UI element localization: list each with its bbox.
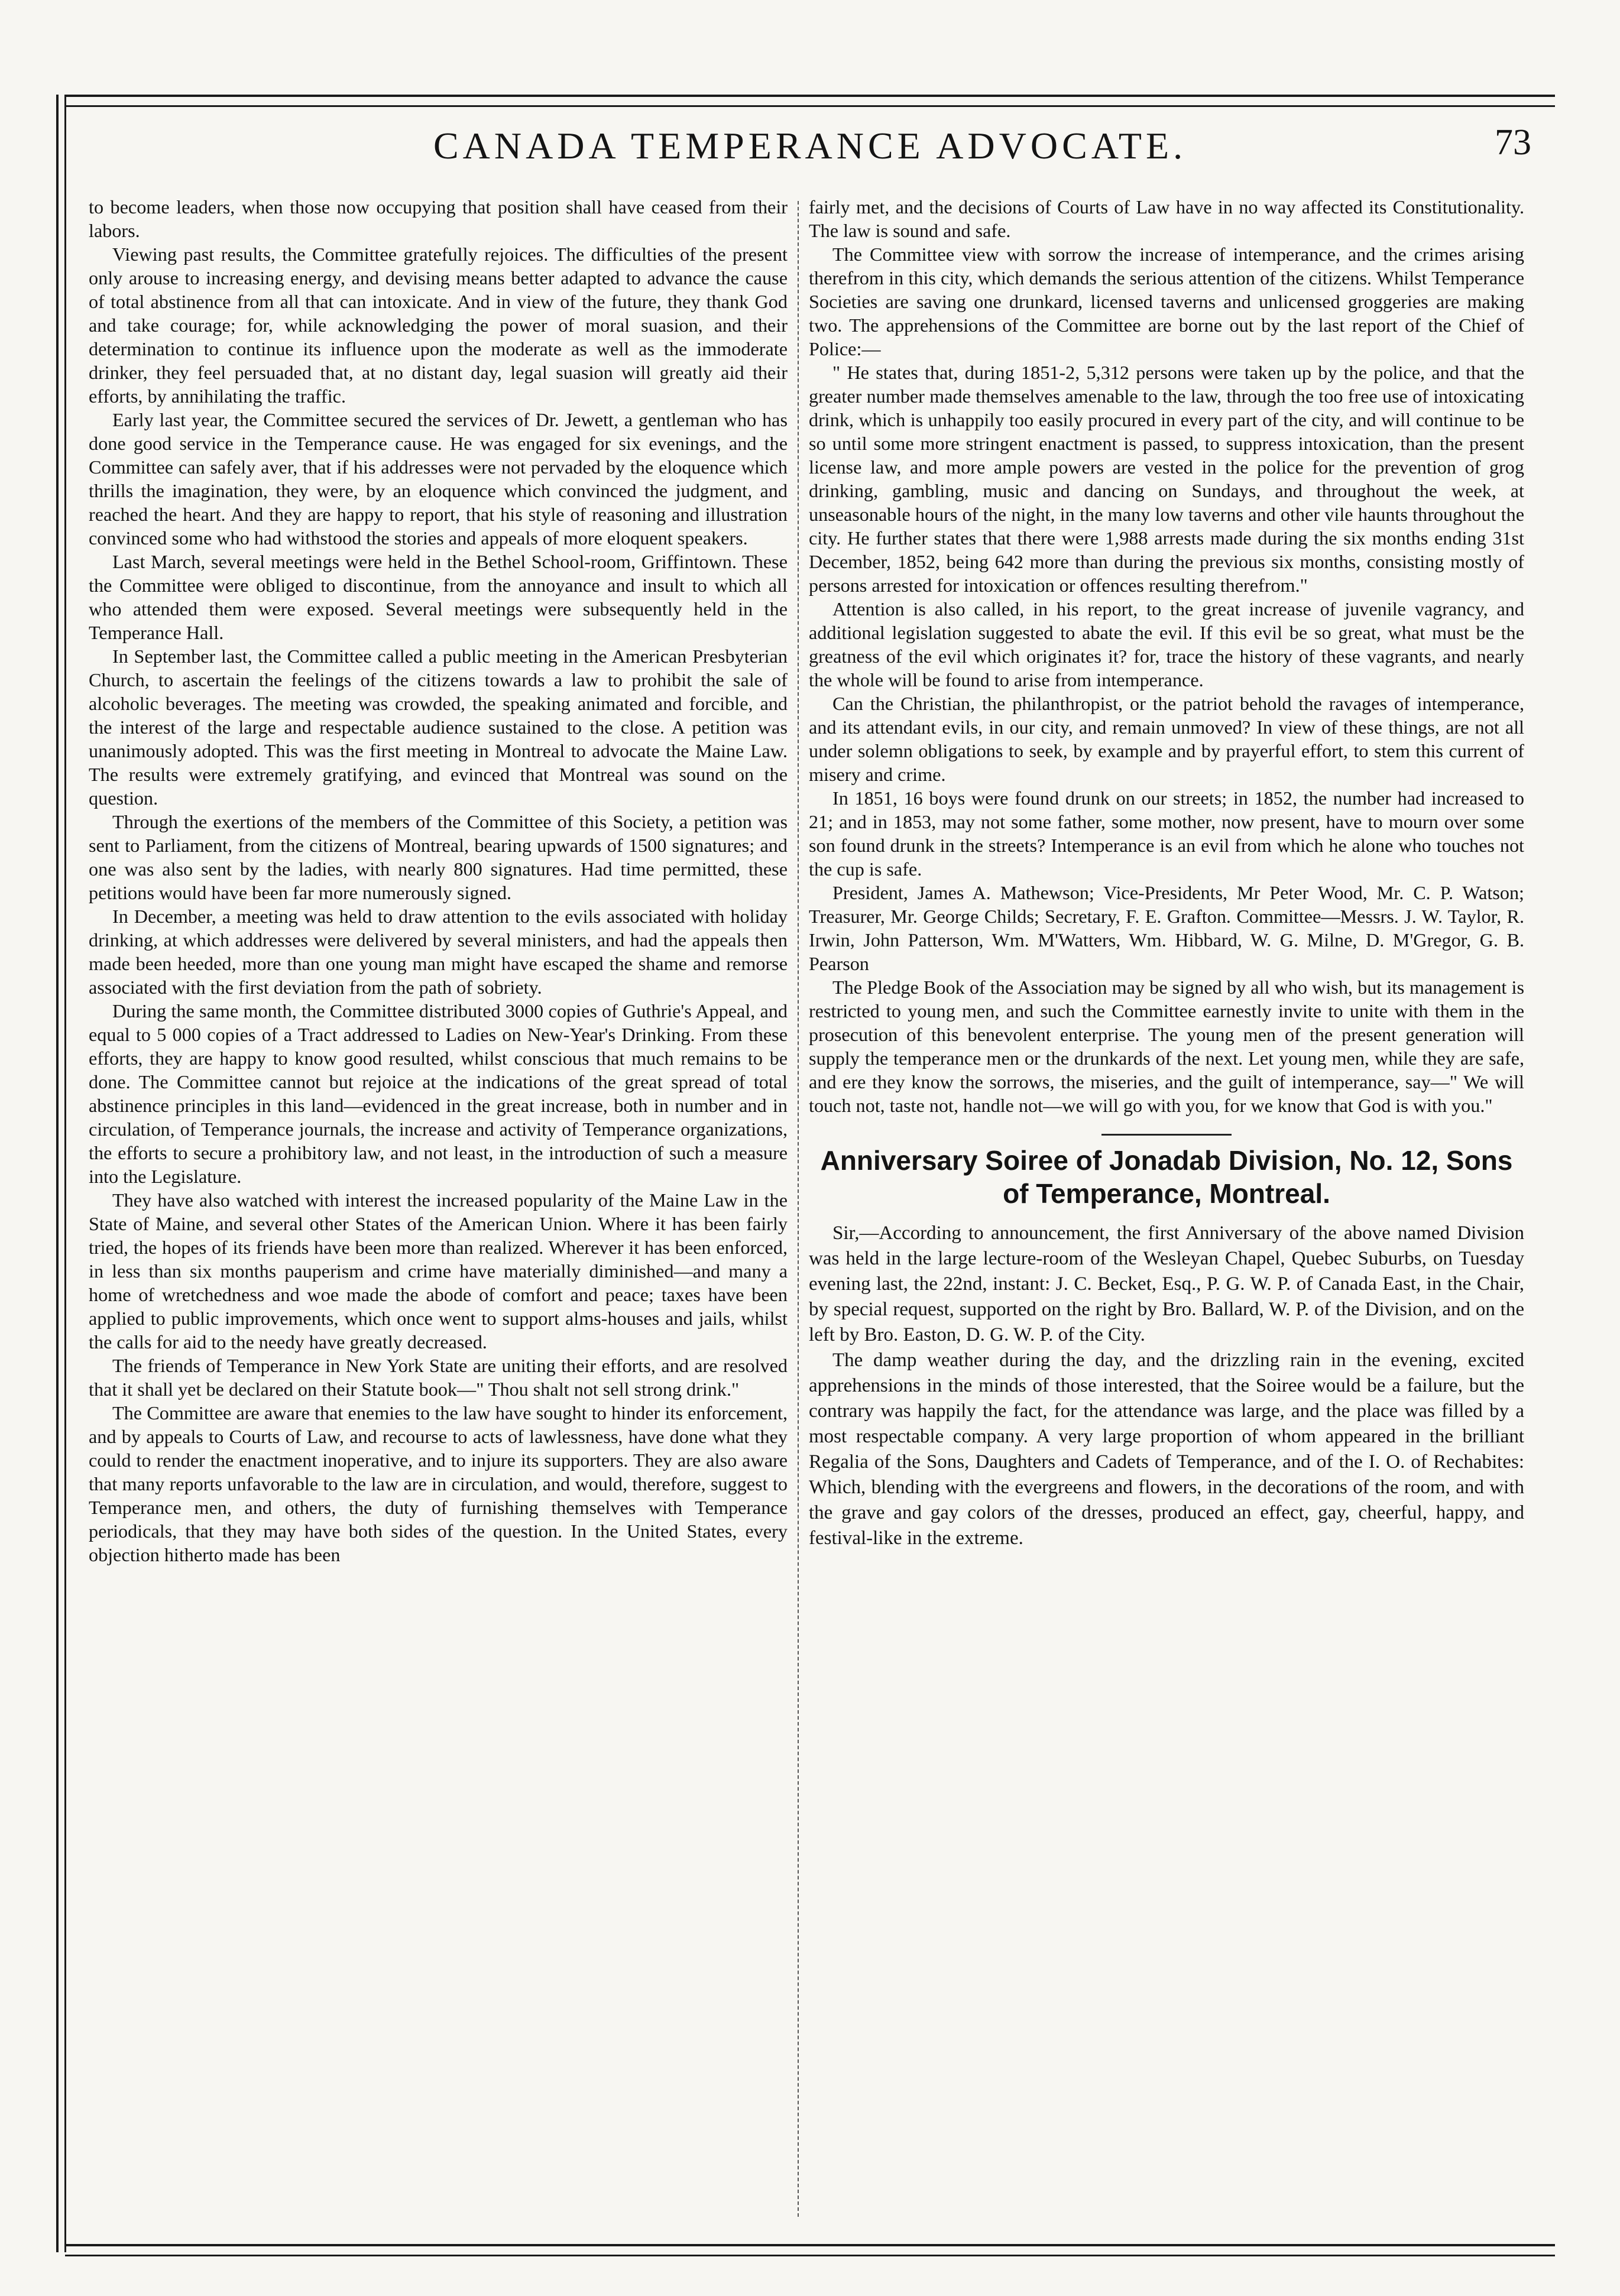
paragraph: Sir,—According to announcement, the first Anniversary of the above named Division was held in the large lecture-room of the Wesleyan Chapel, Quebec Suburbs, on Tuesday evening last, the 22nd, instant: J. C. Becket, Esq., P. G. W. P. of Canada East, in the Chair, by special request, supported on the right by Bro. Ballard, W. P. of the Division, and on the left by Bro. Easton, D. G. W. P. of the City. bbox=[809, 1222, 1524, 1345]
paragraph: The friends of Temperance in New York State are uniting their efforts, and are resolved that it shall yet be declared on their Statute book—" Thou shalt not sell strong drink." bbox=[89, 1355, 788, 1400]
running-header-title: CANADA TEMPERANCE ADVOCATE. bbox=[433, 125, 1187, 167]
bottom-border-rule bbox=[65, 2244, 1555, 2256]
paragraph: Attention is also called, in his report, to the great increase of juvenile vagrancy, and additional legislation suggested to abate the evil. If this evil be so great, what must be the greatness of the evil which originates it? for, trace the history of these vagrants, and nearly the whole will be found to arise from intemperance. bbox=[809, 598, 1524, 690]
top-border-rule bbox=[65, 95, 1555, 107]
left-column bbox=[89, 195, 788, 2229]
article-separator-rule bbox=[1101, 1134, 1232, 1136]
officers-list: President, James A. Mathewson; Vice-Presidents, Mr Peter Wood, Mr. C. P. Watson; Treasurer, Mr. George Childs; Secretary, F. E. Grafton. Committee—Messrs. J. W. Taylor, R. Irwin, John Patterson, Wm. M'Watters, Wm. Hibbard, W. G. Milne, D. M'Gregor, G. B. Pearson bbox=[809, 882, 1524, 974]
article-body bbox=[809, 1221, 1524, 1551]
paragraph: Can the Christian, the philanthropist, or the patriot behold the ravages of intemperance, and its attendant evils, in our city, and remain unmoved? In view of these things, are not all under solemn obligations to seek, by example and by prayerful effort, to stem this current of misery and crime. bbox=[809, 693, 1524, 785]
paragraph: They have also watched with interest the increased popularity of the Maine Law in the State of Maine, and several other States of the American Union. Where it has been fairly tried, the hopes of its friends have been more than realized. Wherever it has been enforced, in less than six months pauperism and crime have materially diminished—and many a home of wretchedness and woe made the abode of comfort and peace; taxes have been applied to public improvements, which once went to support alms-houses and jails, whilst the calls for aid to the needy have greatly decreased. bbox=[89, 1189, 788, 1353]
right-column bbox=[809, 195, 1524, 2229]
paragraph: During the same month, the Committee distributed 3000 copies of Guthrie's Appeal, and equal to 5 000 copies of a Tract addressed to Ladies on New-Year's Drinking. From these efforts, they are happy to know good resulted, whilst conscious that much remains to be done. The Committee cannot but rejoice at the indications of the great spread of total abstinence principles in this land—evidenced in the great increase, both in number and in circulation, of Temperance journals, the increase and activity of Temperance organizations, the efforts to secure a prohibitory law, and not least, in the introduction of such a measure into the Legislature. bbox=[89, 1000, 788, 1187]
article-headline: Anniversary Soiree of Jonadab Division, No. 12, Sons of Temperance, Montreal. bbox=[820, 1145, 1513, 1209]
paragraph: The Pledge Book of the Association may be signed by all who wish, but its management is restricted to young men, and such the Committee earnestly invite to unite with them in the prosecution of this benevolent enterprise. The young men of the present generation will supply the temperance men or the drunkards of the next. Let young men, while they are safe, and ere they know the sorrows, the miseries, and the guilt of intemperance, say—" We will touch not, taste not, handle not—we will go with you, for we know that God is with you." bbox=[809, 977, 1524, 1116]
paragraph: Early last year, the Committee secured the services of Dr. Jewett, a gentleman who has done good service in the Temperance cause. He was engaged for six evenings, and the Committee can safely aver, that if his addresses were not pervaded by the eloquence which thrills the imagination, they were, by an eloquence which convinced the judgment, and reached the heart. And they are happy to report, that his style of reasoning and illustration convinced some who had withstood the stories and appeals of more eloquent speakers. bbox=[89, 409, 788, 549]
paragraph: In 1851, 16 boys were found drunk on our streets; in 1852, the number had increased to 21; and in 1853, may not some father, some mother, now present, have to mourn over some son found drunk in the streets? Intemperance is an evil from which he alone who touches not the cup is safe. bbox=[809, 787, 1524, 880]
column-divider bbox=[798, 201, 799, 2217]
paragraph: fairly met, and the decisions of Courts of Law have in no way affected its Constitutionality. The law is sound and safe. bbox=[809, 196, 1524, 241]
paragraph: In September last, the Committee called a public meeting in the American Presbyterian Church, to ascertain the feelings of the citizens towards a law to prohibit the sale of alcoholic beverages. The meeting was crowded, the speaking animated and forcible, and the interest of the large and respectable audience sustained to the close. A petition was unanimously adopted. This was the first meeting in Montreal to advocate the Maine Law. The results were extremely gratifying, and evinced that Montreal was sound on the question. bbox=[89, 646, 788, 809]
paragraph: Viewing past results, the Committee gratefully rejoices. The difficulties of the present only arouse to increasing energy, and devising means better adapted to advance the cause of total abstinence from all that can intoxicate. And in view of the future, they thank God and take courage; for, while acknowledging the power of moral suasion, and their determination to continue its influence upon the moderate as well as the immoderate drinker, they feel persuaded that, at no distant day, legal suasion will greatly aid their efforts, by annihilating the traffic. bbox=[89, 244, 788, 407]
paragraph: The damp weather during the day, and the drizzling rain in the evening, excited apprehensions in the minds of those interested, that the Soiree would be a failure, but the contrary was happily the fact, for the attendance was large, and the place was filled by a most respectable company. A very large proportion of whom appeared in the brilliant Regalia of the Sons, Daughters and Cadets of Temperance, and of the I. O. of Rechabites: Which, blending with the evergreens and flowers, in the decorations of the room, and with the grave and gay colors of the dresses, produced an effect, gay, cheerful, happy, and festival-like in the extreme. bbox=[809, 1350, 1524, 1549]
left-border-rule bbox=[56, 95, 66, 2252]
paragraph: to become leaders, when those now occupying that position shall have ceased from their labors. bbox=[89, 196, 788, 241]
police-report-quote: " He states that, during 1851-2, 5,312 persons were taken up by the police, and that the greater number made themselves amenable to the law, through the too free use of intoxicating drink, which is unhappily too easily procured in every part of the city, and will continue to be so until some more stringent enactment is passed, to suppress intoxication, than the present license law, and more ample powers are vested in the police for the prevention of grog drinking, gambling, music and dancing on Sundays, and throughout the week, at unseasonable hours of the night, in the many low taverns and other vile haunts throughout the city. He further states that there were 1,988 arrests made during the six months ending 31st December, 1852, being 642 more than during the previous six months, consisting mostly of persons arrested for intoxication or offences resulting therefrom." bbox=[809, 362, 1524, 596]
paragraph: Last March, several meetings were held in the Bethel School-room, Griffintown. These the Committee were obliged to discontinue, from the annoyance and insult to which all who attended them were exposed. Several meetings were subsequently held in the Temperance Hall. bbox=[89, 551, 788, 643]
paragraph: Through the exertions of the members of the Committee of this Society, a petition was sent to Parliament, from the citizens of Montreal, bearing upwards of 1500 signatures; and one was also sent by the ladies, with nearly 800 signatures. Had time permitted, these petitions would have been far more numerously signed. bbox=[89, 811, 788, 903]
page-number: 73 bbox=[1495, 122, 1531, 163]
paragraph: The Committee view with sorrow the increase of intemperance, and the crimes arising therefrom in this city, which demands the serious attention of the citizens. Whilst Temperance Societies are saving one drunkard, licensed taverns and unlicensed groggeries are making two. The apprehensions of the Committee are borne out by the last report of the Chief of Police:— bbox=[809, 244, 1524, 359]
paragraph: In December, a meeting was held to draw attention to the evils associated with holiday drinking, at which addresses were delivered by several ministers, and had the appeals then made been heeded, more than one young man might have escaped the shame and remorse associated with the first deviation from the path of sobriety. bbox=[89, 906, 788, 998]
paragraph: The Committee are aware that enemies to the law have sought to hinder its enforcement, and by appeals to Courts of Law, and recourse to acts of lawlessness, have done what they could to render the enactment inoperative, and to injure its supporters. They are also aware that many reports unfavorable to the law are in circulation, and would, therefore, suggest to Temperance men, and others, the duty of furnishing themselves with Temperance periodicals, that they may have both sides of the question. In the United States, every objection hitherto made has been bbox=[89, 1402, 788, 1565]
